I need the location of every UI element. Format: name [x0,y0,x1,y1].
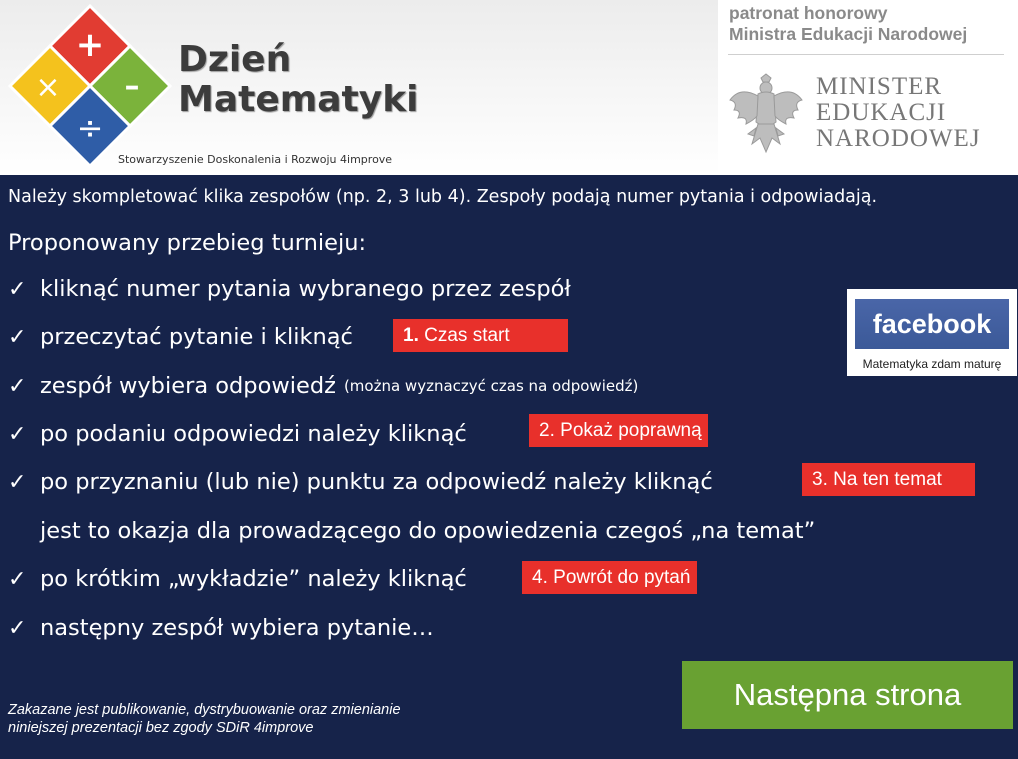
button-1-label: Czas start [424,325,510,346]
check-icon: ✓ [8,324,27,350]
brand-title [178,40,419,120]
section-heading: Proponowany przebieg turnieju: [8,230,367,256]
button-4-number: 4. [532,567,548,588]
step-5-text: po przyznaniu (lub nie) punktu za odpowiedź należy kliknąć [40,469,713,495]
check-icon: ✓ [8,469,27,495]
button-3-label: Na ten temat [833,469,942,490]
copyright-disclaimer [8,701,401,737]
button-1-number: 1. [403,325,419,346]
header-banner [0,0,1018,175]
step-3-note: (można wyznaczyć czas na odpowiedź) [343,377,639,395]
step-3-text: zespół wybiera odpowiedź [40,373,336,399]
check-icon: ✓ [8,566,27,592]
step-5-continuation [40,518,815,544]
step-1 [8,276,571,302]
brand-line-1: Dzień [178,39,292,80]
button-2-number: 2. [539,420,555,441]
patron-line-1: patronat honorowy [729,3,888,23]
step-4 [8,421,467,447]
divide-symbol: ÷ [76,109,104,147]
check-icon: ✓ [8,615,27,641]
check-icon: ✓ [8,276,27,302]
pokaz-poprawna-button[interactable] [529,414,708,447]
intro-text: Należy skompletować klika zespołów (np. 2, 3 lub 4). Zespoły podają numer pytania i odpowiadają. [8,187,878,207]
brand-line-2: Matematyki [178,79,419,120]
facebook-badge[interactable] [847,289,1017,376]
patron-line-2: Ministra Edukacji Narodowej [729,24,968,44]
step-4-text: po podaniu odpowiedzi należy kliknąć [40,421,467,447]
button-4-label: Powrót do pytań [553,567,691,588]
check-icon: ✓ [8,421,27,447]
step-2 [8,324,353,350]
facebook-logo-icon: facebook [855,299,1009,349]
plus-symbol: + [75,25,105,65]
disclaimer-line-2: niniejszej prezentacji bez zgody SDiR 4improve [8,720,314,736]
facebook-caption: Matematyka zdam maturę [862,357,1002,371]
step-6 [8,566,467,592]
step-7 [8,615,434,641]
step-5 [8,469,713,495]
na-ten-temat-button[interactable] [802,463,975,496]
math-operations-logo-icon [8,4,173,169]
disclaimer-line-1: Zakazane jest publikowanie, dystrybuowanie oraz zmienianie [8,702,401,718]
powrot-do-pytan-button[interactable] [522,561,697,594]
czas-start-button[interactable] [393,319,568,352]
step-6-text: po krótkim „wykładzie” należy kliknąć [40,566,467,592]
organization-name: Stowarzyszenie Doskonalenia i Rozwoju 4improve [118,153,393,166]
minister-line-2: EDUKACJI [816,99,947,126]
minus-symbol: – [124,69,140,104]
step-3 [8,373,638,399]
check-icon: ✓ [8,373,27,399]
step-7-text: następny zespół wybiera pytanie… [40,615,434,641]
next-page-button[interactable]: Następna strona [682,661,1013,729]
patron-text [729,3,967,45]
times-symbol: × [35,70,61,105]
patron-divider [728,54,1004,55]
dzien-matematyki-logo [8,4,173,169]
button-2-label: Pokaż poprawną [560,420,702,441]
minister-line-3: NARODOWEJ [816,125,981,152]
minister-wordmark [816,74,981,152]
step-5-continuation-text: jest to okazja dla prowadzącego do opowiedzenia czegoś „na temat” [40,518,816,544]
eagle-icon [728,72,804,158]
step-2-text: przeczytać pytanie i kliknąć [40,324,353,350]
minister-line-1: MINISTER [816,73,943,100]
patron-panel [718,0,1018,172]
button-3-number: 3. [812,469,828,490]
step-1-text: kliknąć numer pytania wybranego przez zespół [40,276,571,302]
